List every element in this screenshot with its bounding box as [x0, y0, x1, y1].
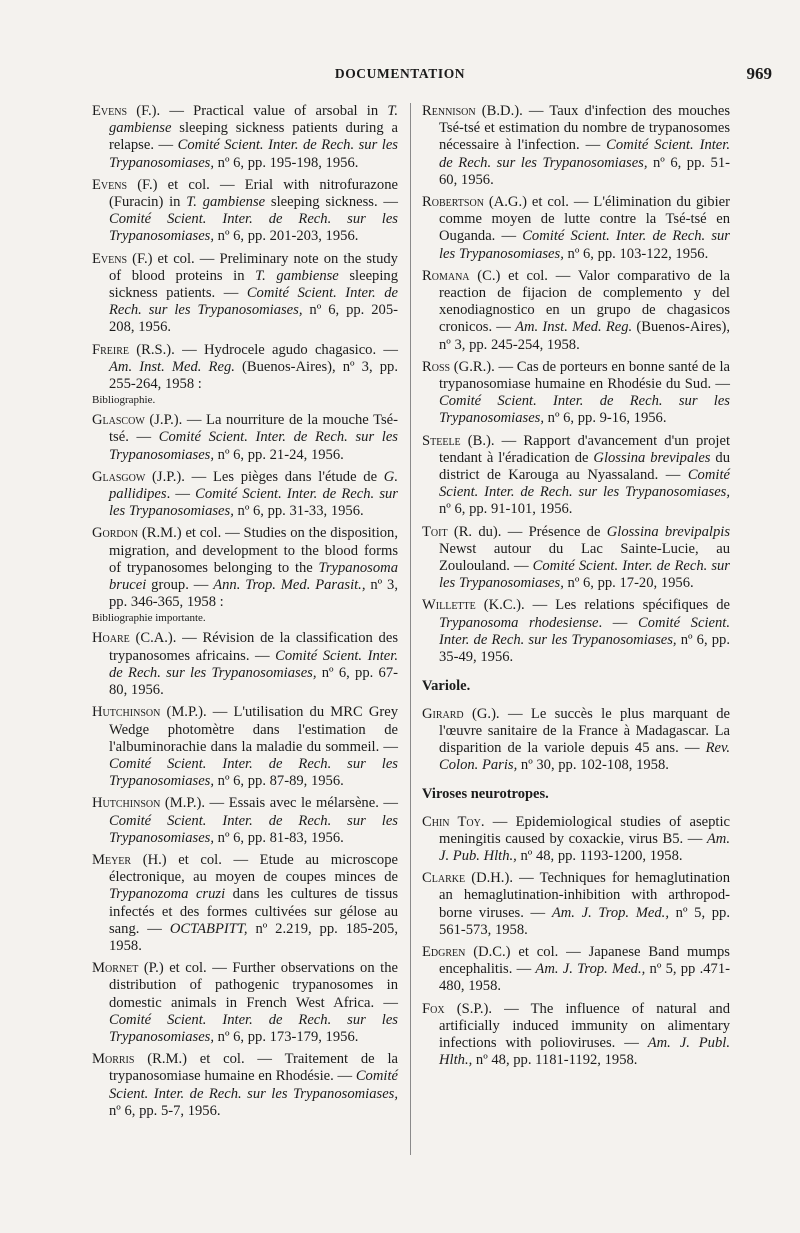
- entry-note: Bibliographie.: [92, 394, 156, 407]
- entry-author: Steele: [422, 432, 461, 449]
- bibliography-entry: Edgren (D.C.) et col. — Japanese Band mumps encephalitis. — Am. J. Trop. Med., nº 5, pp .471-480, 1958.: [422, 943, 730, 995]
- entry-author: Gordon: [92, 525, 139, 542]
- entry-author: Evens: [92, 103, 128, 119]
- entry-journal: Am. Inst. Med. Reg.: [515, 319, 633, 336]
- entry-author: Willette: [422, 597, 476, 614]
- entry-journal: Comité Scient. Inter. de Rech. sur les Trypanosomiases,: [439, 137, 730, 171]
- entry-journal: Comité Scient. Inter. de Rech. sur les Trypanosomiases,: [109, 647, 398, 681]
- entry-author: Romana: [422, 267, 470, 284]
- entry-author: Morris: [92, 1051, 135, 1068]
- entry-journal: Comité Scient. Inter. de Rech. sur les Trypanosomiases,: [439, 558, 730, 592]
- entry-journal: Comité Scient. Inter. de Rech. sur les Trypanosomiases,: [109, 1011, 398, 1045]
- bibliography-entry: Evens (F.) et col. — Preliminary note on the study of blood proteins in T. gambiense sleeping sickness patients. — Comité Scient. Inter. de Rech. sur les Trypanosomiases, nº 6, pp. 205-208, 1956.: [92, 250, 398, 336]
- entry-journal: Am. J. Publ. Hlth.,: [439, 1034, 730, 1069]
- bibliography-entry: Robertson (A.G.) et col. — L'élimination du gibier comme moyen de lutte contre la Tsé-tsé en Ouganda. — Comité Scient. Inter. de Rech. sur les Trypanosomiases, nº 6, pp. 103-122, 1956.: [422, 194, 730, 262]
- entry-journal: Am. Inst. Med. Reg.: [109, 358, 235, 375]
- right-column: [422, 103, 730, 1074]
- bibliography-entry: Hoare (C.A.). — Révision de la classification des trypanosomes africains. — Comité Scient. Inter. de Rech. sur les Trypanosomiases, nº 6, pp. 67-80, 1956.: [92, 630, 398, 699]
- left-column: [92, 103, 398, 1125]
- entry-journal: Comité Scient. Inter. de Rech. sur les Trypanosomiases,: [109, 486, 398, 520]
- entry-journal: Comité Scient. Inter. de Rech. sur les Trypanosomiases,: [109, 755, 398, 790]
- bibliography-entry: Chin Toy. — Epidemiological studies of aseptic meningitis caused by coxackie, virus B5. — Am. J. Pub. Hlth., nº 48, pp. 1193-1200, 1958.: [422, 813, 730, 864]
- entry-author: Glasgow: [92, 468, 146, 485]
- bibliography-entry: Gordon (R.M.) et col. — Studies on the disposition, migration, and development to the blood forms of trypanosomes belonging to the Trypanosoma brucei group. — Ann. Trop. Med. Parasit., nº 3, pp. 346-365, 1958 : Bibliographie importante.: [92, 525, 398, 625]
- entry-author: Evens: [92, 176, 128, 193]
- entry-journal: Rev. Colon. Paris,: [439, 739, 730, 774]
- entry-author: Freire: [92, 341, 130, 358]
- bibliography-entry: Steele (B.). — Rapport d'avancement d'un projet tendant à l'éradication de Glossina brevipales du district de Karouga au Nyassaland. — Comité Scient. Inter. de Rech. sur les Trypanosomiases, nº 6, pp. 91-101, 1956.: [422, 432, 730, 518]
- bibliography-entry: Rennison (B.D.). — Taux d'infection des mouches Tsé-tsé et estimation du nombre de trypanosomes nécessaire à l'infection. — Comité Scient. Inter. de Rech. sur les Trypanosomiases, nº 6, pp. 51-60, 1956.: [422, 103, 730, 188]
- entry-journal: Comité Scient. Inter. de Rech. sur les Trypanosomiases,: [439, 467, 730, 501]
- entry-journal: Comité Scient. Inter. de Rech. sur les Trypanosomiases,: [109, 429, 398, 463]
- entry-author: Glascow: [92, 412, 145, 429]
- entry-journal: Am. J. Trop. Med.,: [551, 904, 669, 921]
- entry-author: Clarke: [422, 870, 466, 887]
- entry-author: Hutchinson: [92, 704, 161, 721]
- bibliography-entry: Hutchinson (M.P.). — Essais avec le mélarsène. — Comité Scient. Inter. de Rech. sur les Trypanosomiases, nº 6, pp. 81-83, 1956.: [92, 795, 398, 846]
- column-divider: [410, 103, 411, 1155]
- entry-author: Robertson: [422, 194, 484, 211]
- entry-journal: OCTABPITT,: [169, 920, 248, 937]
- bibliography-entry: Mornet (P.) et col. — Further observations on the distribution of pathogenic trypanosomes in domestic animals in French West Africa. — Comité Scient. Inter. de Rech. sur les Trypanosomiases, nº 6, pp. 173-179, 1956.: [92, 960, 398, 1045]
- entry-journal: Comité Scient. Inter. de Rech. sur les Trypanosomiases,: [109, 137, 398, 171]
- bibliography-entry: Fox (S.P.). — The influence of natural and artificially induced immunity on alimentary infections with polioviruses. — Am. J. Publ. Hlth., nº 48, pp. 1181-1192, 1958.: [422, 1000, 730, 1069]
- bibliography-entry: Glascow (J.P.). — La nourriture de la mouche Tsé-tsé. — Comité Scient. Inter. de Rech. sur les Trypanosomiases, nº 6, pp. 21-24, 1956.: [92, 412, 398, 463]
- entry-journal: Comité Scient. Inter. de Rech. sur les Trypanosomiases,: [439, 393, 730, 427]
- page-title: DOCUMENTATION: [334, 66, 466, 81]
- page-number: 969: [746, 64, 772, 83]
- entry-author: Edgren: [422, 943, 466, 960]
- entry-author: Chin Toy: [422, 813, 481, 830]
- bibliography-entry: Evens (F.) et col. — Erial with nitrofurazone (Furacin) in T. gambiense sleeping sickness. — Comité Scient. Inter. de Rech. sur les Trypanosomiases, nº 6, pp. 201-203, 1956.: [92, 176, 399, 245]
- entry-journal: Comité Scient. Inter. de Rech. sur les Trypanosomiases,: [439, 614, 730, 648]
- bibliography-entry: Willette (K.C.). — Les relations spécifiques de Trypanosoma rhodesiense. — Comité Scient. Inter. de Rech. sur les Trypanosomiases, nº 6, pp. 35-49, 1956.: [422, 597, 730, 666]
- entry-journal: Comité Scient. Inter. de Rech. sur les Trypanosomiases,: [109, 812, 398, 846]
- entry-author: Meyer: [92, 851, 132, 868]
- entry-journal: Am. J. Trop. Med.,: [535, 961, 646, 978]
- bibliography-entry: Meyer (H.) et col. — Etude au microscope électronique, au moyen de coupes minces de Trypanozoma cruzi dans les cultures de tissus infectés et des formes cultivées sur gélose au sang. — OCTABPITT, nº 2.219, pp. 185-205, 1958.: [92, 851, 398, 954]
- entry-journal: Comité Scient. Inter. de Rech. sur les Trypanosomiases,: [109, 211, 398, 245]
- entry-note: Bibliographie importante.: [92, 612, 206, 625]
- entry-author: Evens: [92, 250, 128, 267]
- entry-journal: Comité Scient. Inter. de Rech. sur les Trypanosomiases,: [109, 1068, 398, 1102]
- bibliography-entry: Evens (F.). — Practical value of arsobal in T. gambiense sleeping sickness patients during a relapse. — Comité Scient. Inter. de Rech. sur les Trypanosomiases, nº 6, pp. 195-198, 1956.: [92, 103, 398, 171]
- section-heading-variole: Variole.: [422, 678, 471, 695]
- entry-journal: Am. J. Pub. Hlth.,: [439, 830, 730, 864]
- entry-journal: Ann. Trop. Med. Parasit.,: [213, 577, 366, 594]
- bibliography-entry: Clarke (D.H.). — Techniques for hemaglutination an hemaglutination-inhibition with arthropod-borne viruses. — Am. J. Trop. Med., nº 5, pp. 561-573, 1958.: [422, 870, 730, 938]
- bibliography-entry: Freire (R.S.). — Hydrocele agudo chagasico. — Am. Inst. Med. Reg. (Buenos-Aires), nº 3, pp. 255-264, 1958 : Bibliographie.: [92, 341, 398, 407]
- bibliography-entry: Glasgow (J.P.). — Les pièges dans l'étude de G. pallidipes. — Comité Scient. Inter. de Rech. sur les Trypanosomiases, nº 6, pp. 31-33, 1956.: [92, 468, 398, 520]
- entry-author: Ross: [422, 358, 451, 375]
- entry-author: Mornet: [92, 960, 139, 977]
- bibliography-entry: Toit (R. du). — Présence de Glossina brevipalpis Newst autour du Lac Sainte-Lucie, au Zoulouland. — Comité Scient. Inter. de Rech. sur les Trypanosomiases, nº 6, pp. 17-20, 1956.: [422, 523, 730, 592]
- entry-journal: Comité Scient. Inter. de Rech. sur les Trypanosomiases,: [109, 285, 398, 319]
- entry-author: Rennison: [422, 103, 476, 119]
- bibliography-entry: Hutchinson (M.P.). — L'utilisation du MRC Grey Wedge photomètre dans l'estimation de l'albuminorachie dans la maladie du sommeil. — Comité Scient. Inter. de Rech. sur les Trypanosomiases, nº 6, pp. 87-89, 1956.: [92, 704, 398, 790]
- entry-author: Toit: [422, 523, 448, 540]
- section-heading-viroses: Viroses neurotropes.: [422, 786, 549, 803]
- bibliography-entry: Morris (R.M.) et col. — Traitement de la trypanosomiase humaine en Rhodésie. — Comité Scient. Inter. de Rech. sur les Trypanosomiases, nº 6, pp. 5-7, 1956.: [92, 1051, 398, 1119]
- entry-author: Hutchinson: [92, 795, 161, 812]
- entry-journal: Comité Scient. Inter. de Rech. sur les Trypanosomiases,: [439, 228, 730, 262]
- bibliography-entry: Romana (C.) et col. — Valor comparativo de la reaction de fijacion de complemento y del xenodiagnostico en un grupo de chagasicos cronicos. — Am. Inst. Med. Reg. (Buenos-Aires), nº 3, pp. 245-254, 1958.: [422, 267, 730, 353]
- bibliography-entry: Girard (G.). — Le succès le plus marquant de l'œuvre sanitaire de la France à Madagascar. La disparition de la variole depuis 45 ans. — Rev. Colon. Paris, nº 30, pp. 102-108, 1958.: [422, 705, 730, 774]
- entry-author: Fox: [422, 1000, 445, 1017]
- entry-author: Girard: [422, 705, 464, 722]
- bibliography-entry: Ross (G.R.). — Cas de porteurs en bonne santé de la trypanosomiase humaine en Rhodésie du Sud. — Comité Scient. Inter. de Rech. sur les Trypanosomiases, nº 6, pp. 9-16, 1956.: [422, 358, 730, 427]
- entry-author: Hoare: [92, 630, 130, 647]
